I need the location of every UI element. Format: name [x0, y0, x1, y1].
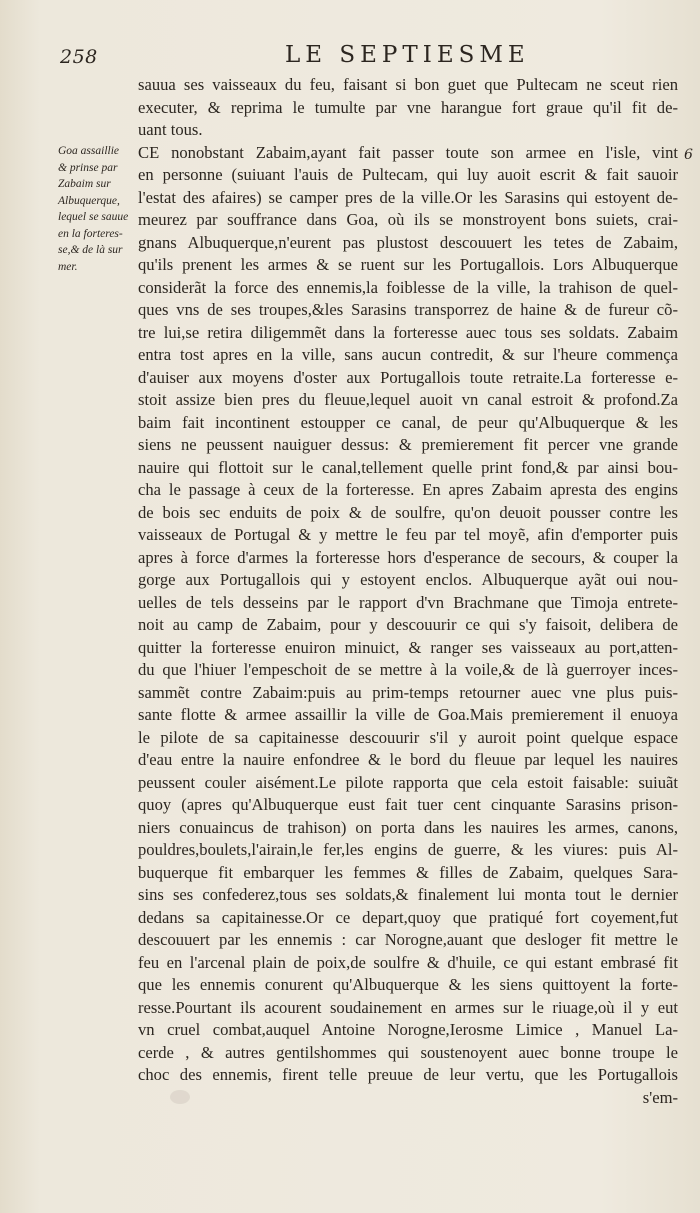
text-line: quoy (apres qu'Albuquerque eust fait tuer cent cinquante Sarasins prison- — [138, 795, 678, 814]
text-line: meurez par souffrance dans Goa, où ils se monstroyent bons suiets, crai- — [138, 210, 678, 229]
text-line: le pilote de sa capitainesse descouurir s'il y auroit point quelque espace — [138, 727, 678, 747]
page-number: 258 — [60, 46, 98, 68]
text-line: dedans sa capitainesse.Or ce depart,quoy que pratiqué fort coyement,fut — [138, 907, 678, 927]
text-line: apres à force d'armes la forteresse hors d'esperance de secours, & couper la — [138, 547, 678, 567]
text-line: d'eau entre la nauire enfondree & le bord du fleuue par lequel les nauires — [138, 750, 678, 769]
text-line: considerãt la force des ennemis,la foiblesse de la ville, la trahison de quel- — [138, 277, 678, 297]
margin-note-line: lequel se sauue — [58, 211, 129, 223]
text-line: vaisseaux de Portugal & y mettre le feu par tel moyẽ, afin d'emporter puis — [138, 525, 678, 544]
running-head: LE SEPTIESME — [285, 42, 530, 68]
text-line: sauua ses vaisseaux du feu, faisant si bon guet que Pultecam ne sceut rien — [138, 75, 678, 94]
text-line: descouuert par les ennemis : car Norogne,auant que desloger fit mettre le — [138, 930, 678, 949]
margin-note-line: Goa assaillie — [58, 145, 120, 157]
margin-note-line: se,& de là sur — [58, 244, 123, 256]
text-line: feu en l'arcenal plain de poix,de soulfre & d'huile, ce qui estant embrasé fit — [138, 952, 678, 972]
text-line: ques vns de ses troupes,&les Sarasins transporrez de haine & de fureur cõ- — [138, 300, 678, 319]
catchword: s'em- — [642, 1087, 678, 1107]
text-line: CE nonobstant Zabaim,ayant fait passer toute son armee en l'isle, vint — [138, 142, 678, 162]
text-line: qu'ils prenent les armes & se ruent sur les Portugallois. Lors Albuquerque — [138, 255, 678, 274]
margin-note — [58, 143, 138, 275]
text-line: d'auiser aux moyens d'oster aux Portugallois toute retraite.La forteresse e- — [138, 367, 678, 387]
paper-smudge — [170, 1090, 190, 1104]
text-line: sante flotte & armee assaillir la ville de Goa.Mais premierement il enuoya — [138, 705, 678, 724]
text-line: uant tous. — [138, 120, 203, 139]
margin-note-line: Albuquerque, — [58, 194, 120, 207]
text-line: tre lui,se retira diligemmẽt dans la forteresse auec tous ses soldats. Zabaim — [138, 322, 678, 342]
text-line: pouldres,boulets,l'airain,le fer,les engins de guerre, & les viures: puis Al- — [138, 840, 678, 859]
text-line: cha le passage à ceux de la forteresse. En apres Zabaim apresta des engins — [138, 480, 678, 499]
text-line: executer, & reprima le tumulte par vne harangue fort graue qu'il fit de- — [138, 97, 678, 117]
text-line: peussent couler aisément.Le pilote rapporta que cela estoit faisable: suiuãt — [138, 772, 678, 792]
text-line: l'estat des afaires) se camper pres de la ville.Or les Sarasins qui estoyent de- — [138, 187, 678, 207]
margin-note-line: en la forteres- — [58, 227, 123, 240]
text-line: choc des ennemis, firent telle preuue de leur vertu, que les Portugallois — [138, 1065, 678, 1084]
text-line: quitter la forteresse enuiron minuict, & ranger ses vaisseaux au port,atten- — [138, 637, 678, 657]
text-line: siens ne peussent nauiguer dessus: & premierement fit percer vne grande — [138, 435, 678, 454]
text-line: sammẽt contre Zabaim:puis au prim-temps retourner auec vne plus puis- — [138, 682, 678, 702]
text-line: sins ses confederez,tous ses soldats,& finalement lui monta tout le dernier — [138, 885, 678, 904]
margin-note-line: & prinse par — [58, 161, 118, 174]
text-line: vn cruel combat,auquel Antoine Norogne,Ierosme Limice , Manuel La- — [138, 1020, 678, 1039]
text-line: baim fait incontinent estoupper ce canal, de peur qu'Albuquerque & les — [138, 412, 678, 432]
text-line: uelles de tels desseins par le rapport d'vn Brachmane que Timoja entrete- — [138, 592, 678, 612]
text-line: cerde , & autres gentilshommes qui soustenoyent auec bonne troupe le — [138, 1042, 678, 1062]
margin-note-line: mer. — [58, 260, 78, 273]
text-line: stoit assize bien pres du fleuue,lequel auoit vn canal estroit & profond.Za — [138, 390, 678, 409]
margin-note-line: Zabaim sur — [58, 178, 111, 190]
text-line: niers conuaincus de trahison) on porta dans les nauires les armes, canons, — [138, 817, 678, 837]
body-text — [138, 74, 678, 1109]
text-line: gnans Albuquerque,n'eurent pas plustost descouuert les tetes de Zabaim, — [138, 232, 678, 252]
text-line: en personne (suiuant l'auis de Pultecam, qui luy auoit escrit & fait sauoir — [138, 165, 678, 184]
text-line: que les ennemis conurent qu'Albuquerque & les siens quittoyent la forte- — [138, 975, 678, 994]
text-line: nauire qui flottoit sur le canal,tellement quelle print fond,& par ainsi bou- — [138, 457, 678, 477]
edge-mark: 6 — [684, 147, 693, 163]
page-header — [60, 40, 680, 70]
text-line: noit au camp de Zabaim, pour y descouurir ce qui s'y faisoit, delibera de — [138, 615, 678, 634]
text-line: entra tost apres en la ville, sans aucun contredit, & sur l'heure commença — [138, 345, 678, 364]
text-line: de bois sec enduits de poix & de soulfre, qu'on deuoit pousser contre les — [138, 502, 678, 522]
text-line: resse.Pourtant ils acourent soudainement en armes sur le riuage,où il y eut — [138, 997, 678, 1017]
text-line: du que l'hiuer l'empeschoit de se mettre à la voile,& de là guerroyer inces- — [138, 660, 678, 679]
text-line: gorge aux Portugallois qui y estoyent enclos. Albuquerque ayãt oui nou- — [138, 570, 678, 589]
text-line: buquerque fit embarquer les femmes & filles de Zabaim, quelques Sara- — [138, 862, 678, 882]
